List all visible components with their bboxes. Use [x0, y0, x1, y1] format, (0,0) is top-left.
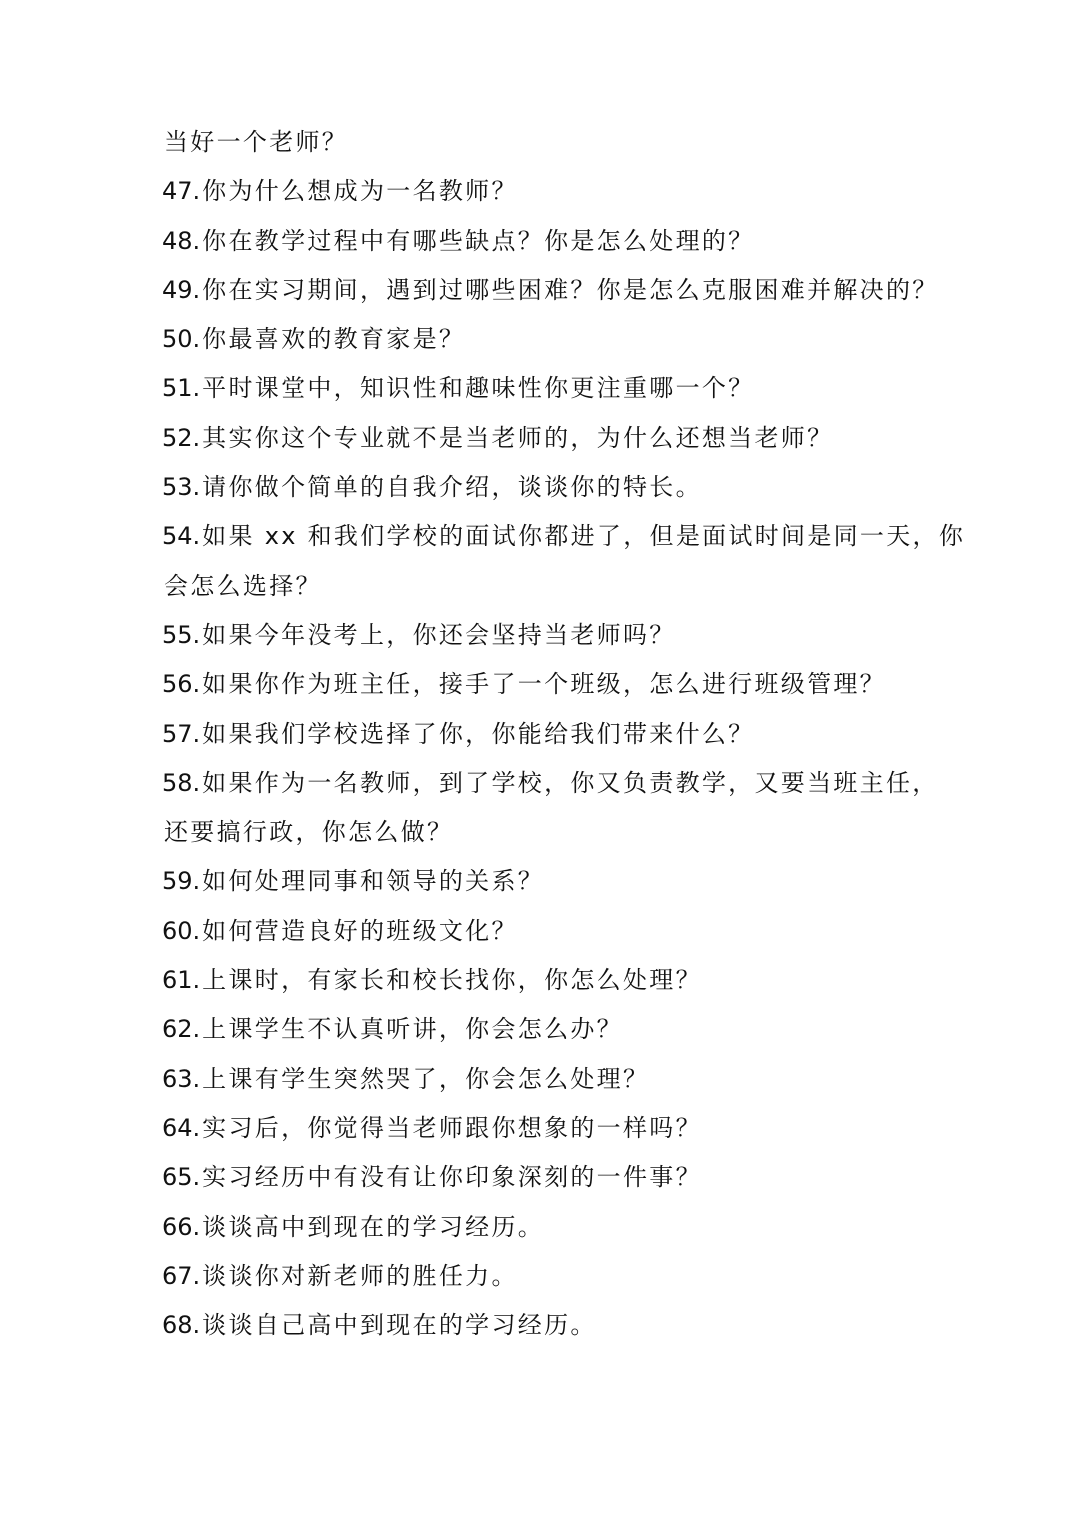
- question-line: [162, 217, 942, 266]
- question-line: [162, 660, 942, 709]
- question-line: [162, 266, 942, 315]
- question-list: [162, 118, 966, 1350]
- question-line: [162, 1203, 942, 1252]
- question-line: [162, 759, 942, 808]
- question-text: 实习后，你觉得当老师跟你想象的一样吗？: [202, 1113, 702, 1142]
- question-line-continuation: [162, 118, 942, 167]
- question-number: 68.: [162, 1311, 201, 1340]
- question-text: 当好一个老师？: [164, 128, 349, 156]
- question-number: 47.: [162, 177, 201, 206]
- question-line: [162, 907, 942, 956]
- question-line-continuation: [162, 808, 942, 857]
- question-line: [162, 1301, 942, 1350]
- question-line: [162, 956, 942, 1005]
- question-number: 50.: [162, 325, 201, 354]
- question-line: [162, 167, 942, 216]
- question-number: 66.: [162, 1212, 201, 1241]
- question-number: 51.: [162, 374, 201, 403]
- question-number: 64.: [162, 1113, 201, 1142]
- question-number: 49.: [162, 275, 201, 304]
- question-text: 其实你这个专业就不是当老师的，为什么还想当老师？: [202, 423, 834, 452]
- question-number: 58.: [162, 768, 201, 797]
- question-text: 如何处理同事和领导的关系？: [202, 867, 545, 896]
- question-number: 53.: [162, 473, 201, 502]
- question-number: 56.: [162, 670, 201, 699]
- question-text: 上课有学生突然哭了，你会怎么处理？: [202, 1064, 650, 1093]
- question-text: 如果作为一名教师，到了学校，你又负责教学，又要当班主任，: [202, 768, 939, 797]
- question-text: 谈谈自己高中到现在的学习经历。: [202, 1311, 597, 1340]
- question-number: 48.: [162, 226, 201, 255]
- question-text: 如果你作为班主任，接手了一个班级，怎么进行班级管理？: [202, 670, 886, 699]
- question-text: 还要搞行政，你怎么做？: [164, 818, 454, 847]
- question-number: 62.: [162, 1015, 201, 1044]
- question-text: 平时课堂中，知识性和趣味性你更注重哪一个？: [202, 374, 755, 403]
- question-text: 如何营造良好的班级文化？: [202, 916, 518, 945]
- question-line: [162, 857, 942, 906]
- question-text: 上课学生不认真听讲，你会怎么办？: [202, 1015, 623, 1044]
- question-text: 请你做个简单的自我介绍，谈谈你的特长。: [202, 473, 702, 502]
- question-number: 63.: [162, 1064, 201, 1093]
- question-text: 会怎么选择？: [164, 571, 322, 600]
- question-line: [162, 710, 942, 759]
- question-text: 如果今年没考上，你还会坚持当老师吗？: [202, 620, 676, 649]
- question-text: 你在教学过程中有哪些缺点？你是怎么处理的？: [202, 226, 755, 255]
- question-text: 如果 xx 和我们学校的面试你都进了，但是面试时间是同一天，你: [202, 522, 966, 551]
- question-text: 谈谈高中到现在的学习经历。: [202, 1212, 545, 1241]
- question-number: 57.: [162, 719, 201, 748]
- question-line: [162, 1104, 942, 1153]
- question-line: [162, 364, 942, 413]
- question-line: [162, 611, 942, 660]
- question-line: [162, 1153, 942, 1202]
- question-text: 你在实习期间，遇到过哪些困难？你是怎么克服困难并解决的？: [202, 275, 939, 304]
- question-line: [162, 315, 942, 364]
- question-number: 65.: [162, 1163, 201, 1192]
- question-number: 60.: [162, 916, 201, 945]
- question-text: 如果我们学校选择了你，你能给我们带来什么？: [202, 719, 755, 748]
- question-number: 61.: [162, 966, 201, 995]
- question-number: 59.: [162, 867, 201, 896]
- question-text: 你最喜欢的教育家是？: [202, 325, 466, 354]
- question-text: 上课时，有家长和校长找你，你怎么处理？: [202, 966, 702, 995]
- question-line-continuation: [162, 562, 942, 611]
- question-line: [162, 512, 966, 561]
- question-number: 52.: [162, 423, 201, 452]
- question-line: [162, 1005, 942, 1054]
- question-line: [162, 1055, 942, 1104]
- question-line: [162, 463, 942, 512]
- question-number: 55.: [162, 620, 201, 649]
- question-text: 谈谈你对新老师的胜任力。: [202, 1261, 518, 1290]
- question-line: [162, 1252, 942, 1301]
- question-line: [162, 414, 942, 463]
- question-number: 67.: [162, 1261, 201, 1290]
- question-text: 你为什么想成为一名教师？: [202, 177, 518, 206]
- question-text: 实习经历中有没有让你印象深刻的一件事？: [202, 1163, 702, 1192]
- question-number: 54.: [162, 522, 201, 551]
